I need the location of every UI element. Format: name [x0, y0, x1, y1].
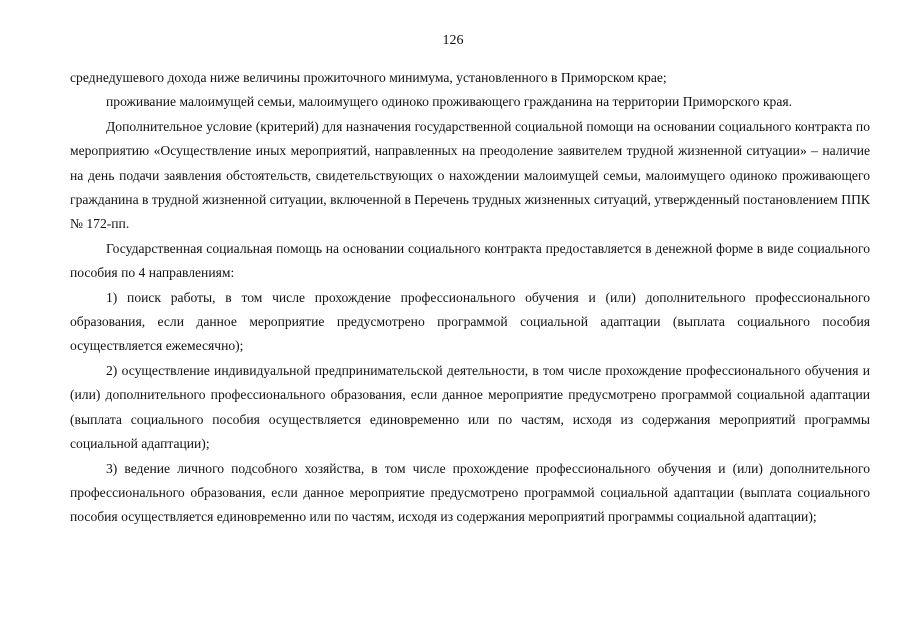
- page-number: 126: [442, 33, 464, 48]
- paragraph: Государственная социальная помощь на основании социального контракта предоставляется в денежной форме в виде социального пособия по 4 направлениям:: [70, 240, 870, 281]
- list-item: 3) ведение личного подсобного хозяйства, в том числе прохождение профессионального обучения и (или) дополнительного профессионального образования, если данное мероприятие предусмотрено программой социальной адаптации (выплата социального пособия осуществляется единовременно или по частям, исходя из содержания мероприятий программы социальной адаптации);: [70, 460, 870, 525]
- paragraph: Дополнительное условие (критерий) для назначения государственной социальной помощи на основании социального контракта по мероприятию «Осуществление иных мероприятий, направленных на преодоление заявителем трудной жизненной ситуации» – наличие на день подачи заявления обстоятельств, свидетельствующих о нахождении малоимущей семьи, малоимущего одиноко проживающего гражданина в трудной жизненной ситуации, включенной в Перечень трудных жизненных ситуаций, утвержденный постановлением ППК № 172-пп.: [70, 118, 870, 232]
- list-item: 1) поиск работы, в том числе прохождение профессионального обучения и (или) дополнительного профессионального образования, если данное мероприятие предусмотрено программой социальной адаптации (выплата социального пособия осуществляется ежемесячно);: [70, 289, 870, 354]
- paragraph: среднедушевого дохода ниже величины прожиточного минимума, установленного в Приморском крае;: [70, 70, 667, 85]
- paragraph: проживание малоимущей семьи, малоимущего одиноко проживающего гражданина на территории Приморского края.: [106, 94, 793, 110]
- list-item: 2) осуществление индивидуальной предпринимательской деятельности, в том числе прохождение профессионального обучения и (или) дополнительного профессионального образования, если данное мероприятие предусмотрено программой социальной адаптации (выплата социального пособия осуществляется единовременно или по частям, исходя из содержания мероприятий программы социальной адаптации);: [70, 362, 870, 452]
- document-body: [70, 66, 870, 530]
